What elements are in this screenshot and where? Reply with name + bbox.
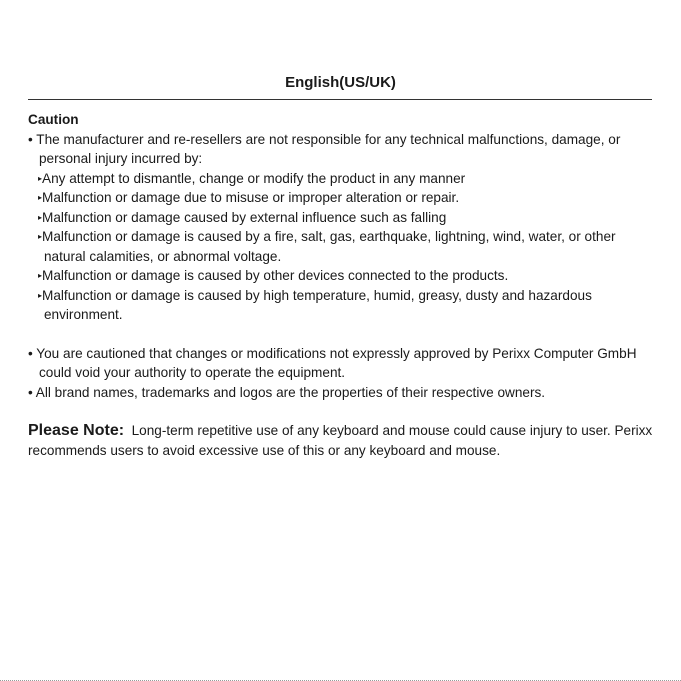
please-note-block (28, 421, 658, 460)
triangle-bullet-icon: ▸ (38, 173, 43, 183)
please-note-label: Please Note: (28, 422, 125, 439)
sub-item-text: Malfunction or damage caused by external influence such as falling (42, 209, 447, 225)
please-note-text: Long-term repetitive use of any keyboard and mouse could cause injury to user. Perixx recommends users to avoid excessive use of this or any keyboard and mouse. (28, 423, 653, 458)
sub-item-text: Malfunction or damage is caused by a fire, salt, gas, earthquake, lightning, wind, water, or other natural calamities, or abnormal voltage. (42, 229, 616, 264)
bullet-item-text: You are cautioned that changes or modifications not expressly approved by Perixx Computer GmbH could void your authority to operate the equipment. (36, 345, 637, 380)
triangle-bullet-icon: ▸ (38, 212, 43, 222)
sub-item (28, 188, 658, 208)
caution-label: Caution (28, 112, 79, 127)
sub-item (28, 208, 658, 228)
sub-item (28, 286, 658, 325)
bullet-item-text: All brand names, trademarks and logos are the properties of their respective owners. (35, 384, 546, 400)
triangle-bullet-icon: ▸ (38, 232, 43, 241)
sub-item (28, 266, 658, 286)
bullet-intro-text: The manufacturer and re-resellers are not responsible for any technical malfunctions, damage, or personal injury incurred by: (36, 131, 621, 166)
bullet-item: • All brand names, trademarks and logos are the properties of their respective owners. (28, 384, 546, 400)
triangle-bullet-icon: ▸ (38, 271, 43, 280)
heading-divider (28, 99, 652, 100)
sub-item (28, 169, 658, 189)
sub-item (28, 227, 658, 266)
bullet-item: • You are cautioned that changes or modifications not expressly approved by Perixx Computer GmbH could void your authority to operate the equipment. (28, 345, 637, 380)
triangle-bullet-icon: ▸ (38, 290, 43, 300)
caution-section (28, 110, 658, 460)
page-heading: English(US/UK) (285, 74, 396, 91)
sub-item-text: Malfunction or damage is caused by high temperature, humid, greasy, dusty and hazardous environment. (42, 287, 592, 322)
spacer (28, 325, 658, 344)
bullet-intro: • The manufacturer and re-resellers are not responsible for any technical malfunctions, damage, or personal injury incurred by: (28, 131, 621, 166)
sub-item-text: Any attempt to dismantle, change or modify the product in any manner (42, 170, 466, 186)
sub-item-text: Malfunction or damage is caused by other devices connected to the products. (42, 268, 509, 283)
triangle-bullet-icon: ▸ (38, 193, 43, 202)
sub-item-text: Malfunction or damage due to misuse or improper alteration or repair. (42, 190, 460, 205)
